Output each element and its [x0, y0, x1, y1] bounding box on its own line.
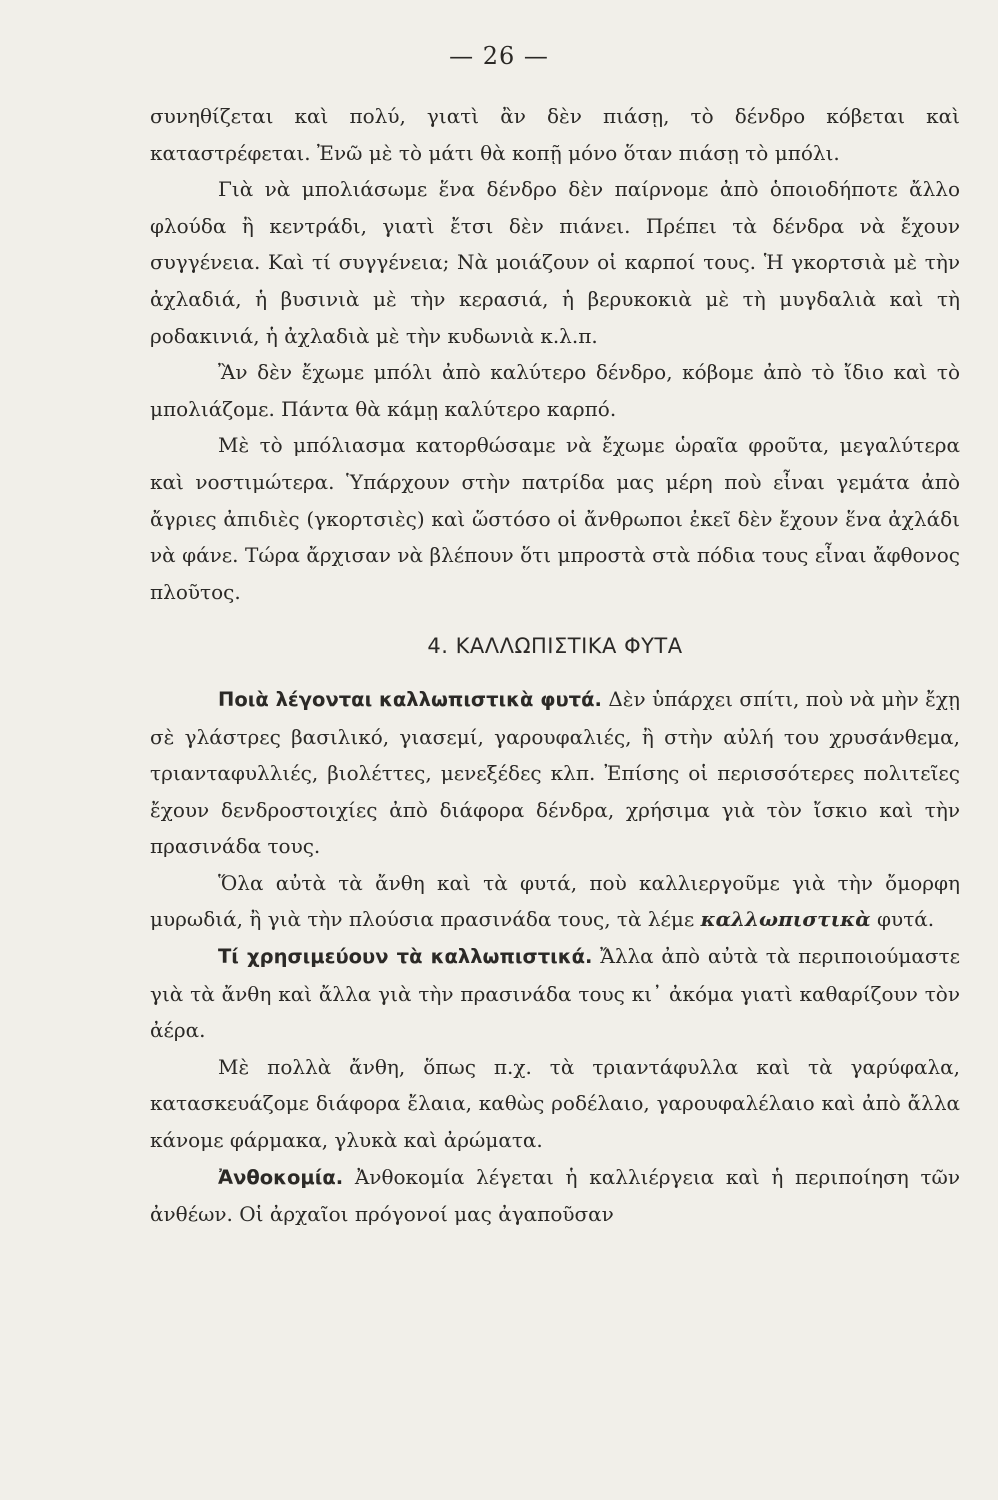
paragraph-grafting-same-tree: Ἂν δὲν ἔχωμε μπόλι ἀπὸ καλύτερο δένδρο, κόβομε ἀπὸ τὸ ἴδιο καὶ τὸ μπολιάζομε. Πάντα θὰ κάμῃ καλύτερο καρπό. [150, 360, 960, 421]
section-title: 4. ΚΑΛΛΩΠΙΣΤΙΚΑ ΦΥΤΑ [427, 634, 683, 659]
run-in-heading: Τί χρησιμεύουν τὰ καλλωπιστικά. [218, 945, 593, 969]
paragraph-text: φυτά. [870, 907, 935, 932]
paragraph-grafting-benefits: Μὲ τὸ μπόλιασμα κατορθώσαμε νὰ ἔχωμε ὡραῖα φροῦτα, μεγαλύτερα καὶ νοστιμώτερα. Ὑπάρχουν στὴν πατρίδα μας μέρη ποὺ εἶναι γεμάτα ἀπὸ ἄγριες ἀπιδιὲς (γκορτσιὲς) καὶ ὥστόσο οἱ ἄνθρωποι ἐκεῖ δὲν ἔχουν ἕνα ἀχλάδι νὰ φάνε. Τώρα ἄρχισαν νὰ βλέπουν ὅτι μπροστὰ στὰ πόδια τους εἶναι ἄφθονος πλοῦτος. [150, 433, 960, 604]
paragraph-grafting-kinship: Γιὰ νὰ μπολιάσωμε ἕνα δένδρο δὲν παίρνομε ἀπὸ ὁποιοδήποτε ἄλλο φλούδα ἢ κεντράδι, γιατὶ ἔτσι δὲν πιάνει. Πρέπει τὰ δένδρα νὰ ἔχουν συγγένεια. Καὶ τί συγγένεια; Νὰ μοιάζουν οἱ καρποί τους. Ἡ γκορτσιὰ μὲ τὴν ἀχλαδιά, ἡ βυσινιὰ μὲ τὴν κερασιά, ἡ βερυκοκιὰ μὲ τὴ μυγδαλιὰ καὶ τὴ ροδακινιά, ἡ ἀχλαδιὰ μὲ τὴν κυδωνιὰ κ.λ.π. [150, 177, 960, 348]
run-in-heading: Ποιὰ λέγονται καλλωπιστικὰ φυτά. [218, 687, 602, 711]
paragraph-ornamental-definition [150, 681, 960, 865]
paragraph-floriculture [150, 1159, 960, 1233]
paragraph-ornamental-products: Μὲ πολλὰ ἄνθη, ὅπως π.χ. τὰ τριαντάφυλλα καὶ τὰ γαρύφαλα, κατασκευάζομε διάφορα ἔλαια, καθὼς ροδέλαιο, γαρουφαλέλαιο καὶ ἀπὸ ἄλλα κάνομε φάρμακα, γλυκὰ καὶ ἀρώματα. [150, 1054, 960, 1153]
page-number: — 26 — [449, 42, 549, 70]
paragraph-text: Ὅλα αὐτὰ τὰ ἄνθη καὶ τὰ φυτά, ποὺ καλλιεργοῦμε γιὰ τὴν ὄμορφη μυρωδιά, ἢ γιὰ τὴν πλούσια πρασινάδα τους, τὰ λέμε [150, 870, 960, 932]
paragraph-text: Ἄλλα ἀπὸ αὐτὰ τὰ περιποιούμαστε γιὰ τὰ ἄνθη καὶ ἄλλα γιὰ τὴν πρασινάδα τους κι᾽ ἀκόμα γιατὶ καθαρίζουν τὸν ἀέρα. [150, 944, 960, 1043]
paragraph-ornamental-naming [150, 865, 960, 938]
paragraph-grafting-bud: συνηθίζεται καὶ πολύ, γιατὶ ἂν δὲν πιάσῃ, τὸ δένδρο κόβεται καὶ καταστρέφεται. Ἐνῶ μὲ τὸ μάτι θὰ κοπῇ μόνο ὅταν πιάσῃ τὸ μπόλι. [150, 104, 960, 165]
paragraph-text: Ἀνθοκομία λέγεται ἡ καλλιέργεια καὶ ἡ περιποίηση τῶν ἀνθέων. Οἱ ἀρχαῖοι πρόγονοί μας ἀγαποῦσαν [150, 1164, 960, 1227]
paragraph-text: Δὲν ὑπάρχει σπίτι, ποὺ νὰ μὴν ἔχῃ σὲ γλάστρες βασιλικό, γιασεμί, γαρουφαλιές, ἢ στὴν αὐλή του χρυσάνθεμα, τριανταφυλλιές, βιολέττες, μενεξέδες κλπ. Ἐπίσης οἱ περισσότερες πολιτεῖες ἔχουν δενδροστοιχίες ἀπὸ διάφορα δένδρα, χρήσιμα γιὰ τὸν ἴσκιο καὶ τὴν πρασινάδα τους. [150, 686, 961, 859]
run-in-heading: Ἀνθοκομία. [218, 1165, 344, 1189]
page-body [150, 98, 960, 1233]
paragraph-ornamental-uses [150, 938, 960, 1049]
emphasized-term: καλλωπιστικὰ [700, 907, 871, 932]
